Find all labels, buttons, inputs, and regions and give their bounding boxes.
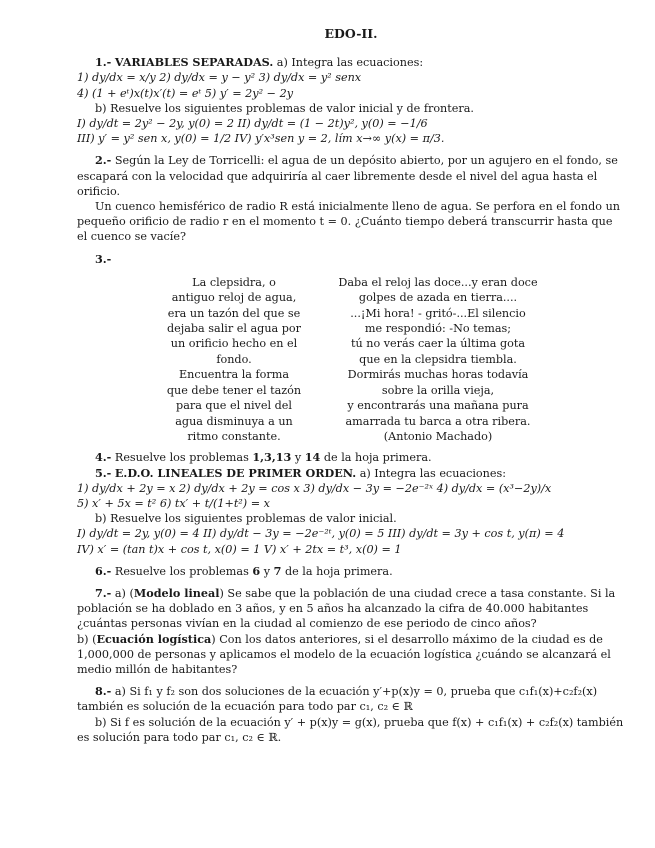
section-5-problems-line-1: I) dy/dt = 2y, y(0) = 4 II) dy/dt − 3y = −2e⁻²ᵗ, y(0) = 5 III) dy/dt = 3y + cos t, y(π) = 4 (77, 527, 565, 541)
poem-right-line: me respondió: -No temas; (364, 322, 512, 336)
poem-left-line: que debe tener el tazón (166, 383, 302, 397)
section-6-text: de la hoja primera. (281, 564, 393, 578)
section-6-problem-number: 7 (273, 563, 282, 578)
poem-left-line: ritmo constante. (187, 429, 281, 443)
section-6-text: Resuelve los problemas (114, 564, 253, 578)
section-8-a-text: a) Si f₁ y f₂ son dos soluciones de la ecuación y′+p(x)y = 0, prueba que c₁f₁(x)+c₂f₂(x) también es solución de la ecuación para todo par c₁, c₂ ∈ ℝ (77, 685, 598, 714)
section-1-problems-line-2: III) y′ = y² sen x, y(0) = 1/2 IV) y′x³sen y = 2, lím x→∞ y(x) = π/3. (77, 132, 445, 146)
section-4-text: Resuelve los problemas (114, 451, 253, 465)
machado-poem (333, 275, 543, 444)
poem-left-line: antiguo reloj de agua, (171, 291, 297, 305)
section-1-b-intro: b) Resuelve los siguientes problemas de valor inicial y de frontera. (95, 101, 474, 115)
section-8-part-b: b) Si f es solución de la ecuación y′ + p(x)y = g(x), prueba que f(x) + c₁f₁(x) + c₂f₂(x) también es solución para todo par c₁, c₂ ∈ ℝ. (77, 715, 624, 744)
section-4-problem-numbers: 1,3,13 (252, 450, 292, 465)
section-1-header (77, 55, 625, 70)
poem-right-line: sobre la orilla vieja, (381, 383, 495, 397)
poem-left-line: era un tazón del que se (167, 306, 301, 320)
section-3-poems (77, 275, 625, 444)
poem-right-line: amarrada tu barca a otra ribera. (345, 414, 531, 428)
poem-right-line: que en la clepsidra tiembla. (359, 352, 517, 366)
section-6-number: 6.- (95, 563, 112, 578)
section-5-number: 5.- (95, 465, 112, 480)
section-1-problems-line-1: I) dy/dt = 2y² − 2y, y(0) = 2 II) dy/dt = (1 − 2t)y², y(0) = −1/6 (77, 117, 428, 131)
section-8-part-a (77, 684, 625, 714)
section-5-header (77, 466, 625, 481)
poem-right-line: y encontrarás una mañana pura (347, 399, 529, 413)
poem-right-line: golpes de azada en tierra.... (358, 291, 518, 305)
clepsydra-problem-text (159, 275, 309, 444)
section-7-number: 7.- (95, 585, 112, 600)
section-7-b-text: ) Con los datos anteriores, si el desarrollo máximo de la ciudad es de 1,000,000 de personas y aplicamos el modelo de la ecuación logística ¿cuándo se alcanzará el medio millón de habitantes? (77, 632, 611, 676)
section-5-equations-line-1: 1) dy/dx + 2y = x 2) dy/dx + 2y = cos x 3) dy/dx − 3y = −2e⁻²ˣ 4) dy/dx = (x³−2y)/x (77, 481, 552, 495)
section-7-a-label: a) ( (114, 586, 134, 600)
section-6 (77, 564, 625, 579)
poem-left-line: para que el nivel del (176, 399, 292, 413)
poem-left-line: fondo. (216, 352, 252, 366)
poem-left-line: Encuentra la forma (178, 368, 290, 382)
poem-left-line: dejaba salir el agua por (166, 322, 302, 336)
section-4-text: de la hoja primera. (320, 451, 432, 465)
section-7-b-label: b) ( (77, 632, 97, 646)
poem-left-line: agua disminuya a un (175, 414, 293, 428)
section-1-intro: a) Integra las ecuaciones: (276, 56, 424, 70)
poem-right-line: ...¡Mi hora! - gritó-...El silencio (350, 306, 526, 320)
section-3-header (77, 252, 625, 267)
section-5-heading: E.D.O. LINEALES DE PRIMER ORDEN. (114, 465, 357, 480)
section-5-intro: a) Integra las ecuaciones: (359, 466, 506, 480)
section-7-a-title: Modelo lineal (133, 585, 220, 600)
section-7-part-b (77, 632, 625, 678)
poem-right-line: tú no verás caer la última gota (350, 337, 526, 351)
poem-author: (Antonio Machado) (383, 429, 493, 443)
section-6-text: y (260, 564, 274, 578)
section-5-problems-line-2: IV) x′ = (tan t)x + cos t, x(0) = 1 V) x′ + 2tx = t³, x(0) = 1 (77, 542, 402, 556)
section-2-number: 2.- (95, 153, 112, 168)
section-4-text: y (291, 451, 305, 465)
section-7-part-a (77, 586, 625, 632)
poem-right-line: Daba el reloj las doce...y eran doce (338, 275, 538, 289)
section-4-number: 4.- (95, 450, 112, 465)
poem-left-line: La clepsidra, o (192, 275, 276, 289)
poem-left-line: un orificio hecho en el (170, 337, 298, 351)
page-title: EDO-II. (324, 26, 378, 41)
section-1-number: 1.- (95, 55, 112, 70)
section-7-a-text: ) Se sabe que la población de una ciudad crece a tasa constante. Si la población se ha doblado en 3 años, y en 5 años ha alcanzado la cifra de 40.000 habitantes ¿cuántas personas vivían en la ciudad al comienzo de ese periodo de cinco años? (77, 586, 616, 631)
section-2-paragraph-1 (77, 153, 625, 199)
section-5-equations-line-2: 5) x′ + 5x = t² 6) tx′ + t/(1+t²) = x (77, 496, 270, 510)
section-8-number: 8.- (95, 684, 112, 699)
section-2-text-1: Según la Ley de Torricelli: el agua de un depósito abierto, por un agujero en el fondo, se escapará con la velocidad que adquiriría al caer libremente desde el nivel del agua hasta el orificio. (77, 154, 618, 198)
section-1-equations-line-2: 4) (1 + eᵗ)x(t)x′(t) = eᵗ 5) y′ = 2y² − 2y (77, 86, 294, 100)
poem-right-line: Dormirás muchas horas todavía (347, 368, 529, 382)
section-6-problem-number: 6 (252, 563, 261, 578)
section-3-number: 3.- (95, 251, 112, 266)
section-4 (77, 450, 625, 465)
section-7-b-title: Ecuación logística (96, 631, 212, 646)
section-4-problem-number: 14 (304, 450, 321, 465)
section-1-heading: VARIABLES SEPARADAS. (114, 55, 274, 70)
section-1-equations-line-1: 1) dy/dx = x/y 2) dy/dx = y − y² 3) dy/dx = y² senx (77, 71, 362, 85)
section-2-paragraph-2: Un cuenco hemisférico de radio R está inicialmente lleno de agua. Se perfora en el fondo un pequeño orificio de radio r en el momento t = 0. ¿Cuánto tiempo deberá transcurrir hasta que el cuenco se vacíe? (77, 200, 620, 244)
section-5-b-intro: b) Resuelve los siguientes problemas de valor inicial. (95, 512, 397, 526)
